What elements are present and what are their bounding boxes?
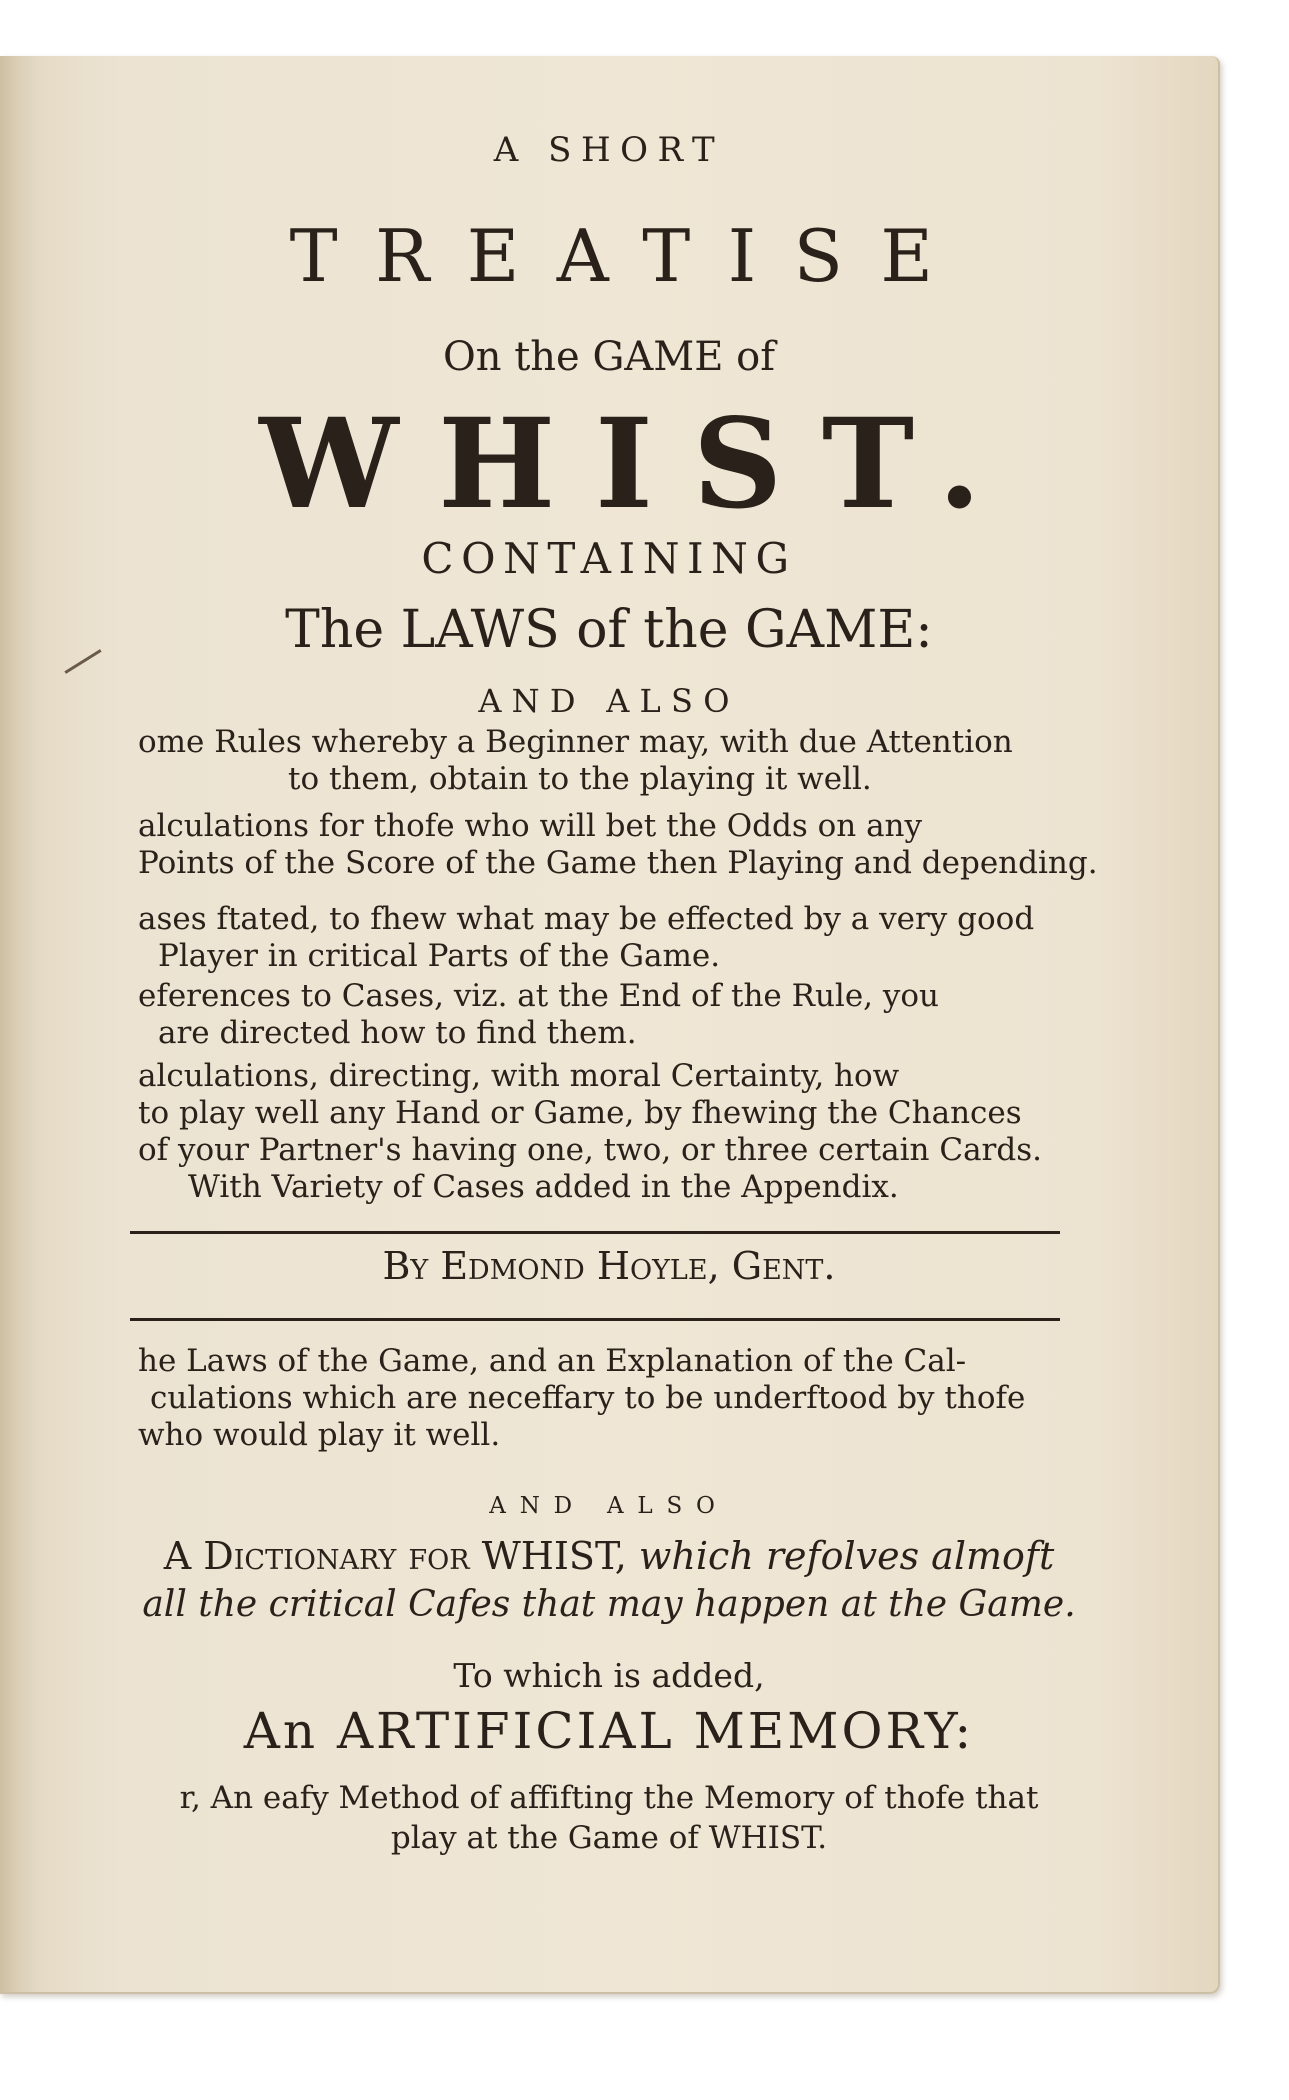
and-also-second: AND ALSO xyxy=(489,1493,729,1519)
contents-line: are directed how to find them. xyxy=(158,1015,637,1051)
author-line: By Edmond Hoyle, Gent. xyxy=(382,1244,836,1288)
contents-line: ome Rules whereby a Beginner may, with due Attention xyxy=(138,724,1013,760)
heading-and-also: AND ALSO xyxy=(478,682,740,720)
heading-treatise: TREATISE xyxy=(289,214,971,298)
heading-whist: WHIST. xyxy=(259,392,1021,537)
contents-line: of your Partner's having one, two, or three certain Cards. xyxy=(138,1132,1042,1168)
artificial-memory-heading: An ARTIFICIAL MEMORY: xyxy=(243,1702,975,1760)
dictionary-title: A Dictionary for WHIST, xyxy=(163,1534,627,1578)
explanation-line: he Laws of the Game, and an Explanation of the Cal- xyxy=(138,1343,967,1379)
contents-line: ases ftated, to fhew what may be effected by a very good xyxy=(138,901,1035,937)
heading-laws-of-the-game: The LAWS of the GAME: xyxy=(285,600,933,660)
easy-method-line-1: r, An eafy Method of affifting the Memory of thofe that xyxy=(179,1780,1039,1816)
explanation-paragraph xyxy=(138,1342,1088,1453)
heading-a-short: A SHORT xyxy=(493,130,725,170)
title-page-text xyxy=(0,56,1218,1992)
dictionary-line-2: all the critical Cafes that may happen at the Game. xyxy=(142,1584,1076,1625)
rule-divider-top xyxy=(130,1231,1060,1234)
explanation-line: culations which are neceffary to be underftood by thofe xyxy=(150,1380,1026,1416)
heading-containing: CONTAINING xyxy=(421,534,797,583)
contents-item-cases xyxy=(138,901,1088,975)
dictionary-italic: which refolves almoft xyxy=(638,1534,1055,1578)
rule-divider-bottom xyxy=(130,1318,1060,1321)
contents-item-references xyxy=(138,978,1088,1052)
contents-line: to them, obtain to the playing it well. xyxy=(288,761,872,797)
contents-line: Player in critical Parts of the Game. xyxy=(158,938,721,974)
contents-line: With Variety of Cases added in the Appendix. xyxy=(188,1169,899,1205)
contents-line: eferences to Cases, viz. at the End of the Rule, you xyxy=(138,978,940,1014)
contents-item-rules xyxy=(138,724,1088,798)
contents-item-calculations-odds xyxy=(138,808,1098,882)
contents-line: alculations, directing, with moral Certainty, how xyxy=(138,1058,900,1094)
contents-item-calculations-play xyxy=(138,1058,1088,1206)
contents-line: to play well any Hand or Game, by fhewing the Chances xyxy=(138,1095,1022,1131)
contents-line: Points of the Score of the Game then Playing and depending. xyxy=(138,845,1098,881)
dictionary-line xyxy=(0,1534,1218,1578)
easy-method-line-2: play at the Game of WHIST. xyxy=(390,1820,828,1856)
explanation-line: who would play it well. xyxy=(138,1417,501,1453)
to-which-is-added: To which is added, xyxy=(453,1656,765,1695)
heading-on-the-game-of: On the GAME of xyxy=(442,334,776,380)
contents-line: alculations for thofe who will bet the Odds on any xyxy=(138,808,923,844)
